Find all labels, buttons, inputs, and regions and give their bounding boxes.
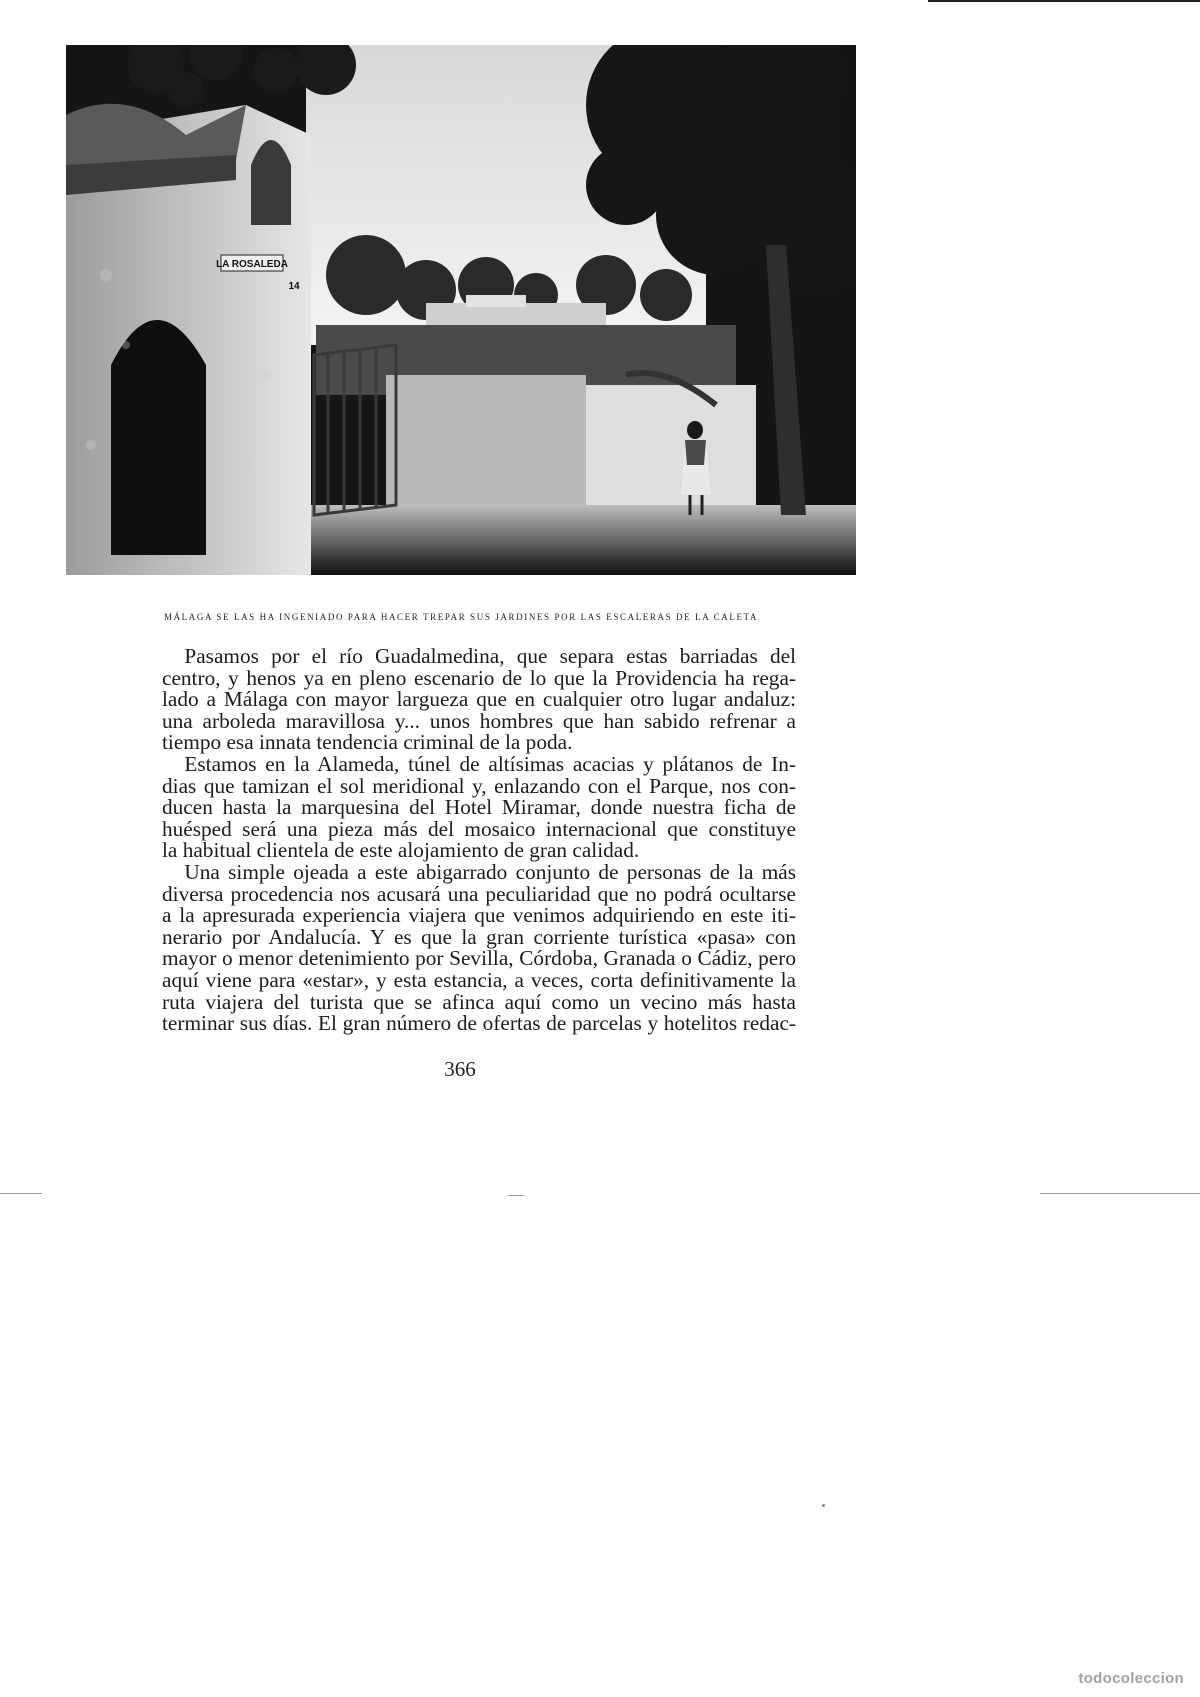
body-line: ducen hasta la marquesina del Hotel Miramar, donde nuestra ficha de xyxy=(162,795,796,820)
body-line: lado a Málaga con mayor largueza que en cualquier otro lugar andaluz: xyxy=(162,687,796,712)
body-line: a la apresurada experiencia viajera que venimos adquiriendo en este iti- xyxy=(162,903,796,928)
body-line: centro, y henos ya en pleno escenario de lo que la Providencia ha rega- xyxy=(162,665,796,690)
body-line: diversa procedencia nos acusará una peculiaridad que no podrá ocultarse xyxy=(162,881,796,906)
garden-street-photo xyxy=(66,45,856,575)
body-line: la habitual clientela de este alojamiento de gran calidad. xyxy=(162,838,640,863)
body-text xyxy=(162,646,796,1035)
top-edge-line xyxy=(928,0,1200,2)
watermark-logo: todocoleccion xyxy=(1078,1670,1184,1687)
photo-sign-text: LA ROSALEDA xyxy=(216,259,288,270)
dust-speck xyxy=(822,1504,825,1507)
body-line: tiempo esa innata tendencia criminal de la poda. xyxy=(162,730,573,755)
photo-caption: MÁLAGA SE LAS HA INGENIADO PARA HACER TREPAR SUS JARDINES POR LAS ESCALERAS DE LA CALETA xyxy=(163,612,759,622)
body-line: huésped será una pieza más del mosaico internacional que constituye xyxy=(162,816,796,841)
center-fold-mark xyxy=(508,1195,524,1196)
photo-house-number: 14 xyxy=(288,281,300,292)
body-line: Estamos en la Alameda, túnel de altísimas acacias y plátanos de In- xyxy=(184,751,796,776)
page-number: 366 xyxy=(444,1057,476,1081)
body-line: dias que tamizan el sol meridional y, enlazando con el Parque, nos con- xyxy=(162,773,796,798)
body-line: Pasamos por el río Guadalmedina, que separa estas barriadas del xyxy=(184,644,796,668)
body-line: nerario por Andalucía. Y es que la gran corriente turística «pasa» con xyxy=(162,924,796,949)
right-fold-line xyxy=(1040,1193,1200,1194)
body-line: ruta viajera del turista que se afinca aquí como un vecino más hasta xyxy=(162,989,796,1014)
body-line: aquí viene para «estar», y esta estancia, a veces, corta definitivamente la xyxy=(162,967,796,992)
body-line: Una simple ojeada a este abigarrado conjunto de personas de la más xyxy=(184,859,796,884)
body-line: terminar sus días. El gran número de ofertas de parcelas y hotelitos redac- xyxy=(162,1011,796,1036)
photograph xyxy=(66,45,856,575)
body-line: una arboleda maravillosa y... unos hombres que han sabido refrenar a xyxy=(162,708,796,733)
left-fold-line xyxy=(0,1193,42,1194)
body-line: mayor o menor detenimiento por Sevilla, Córdoba, Granada o Cádiz, pero xyxy=(162,946,796,971)
